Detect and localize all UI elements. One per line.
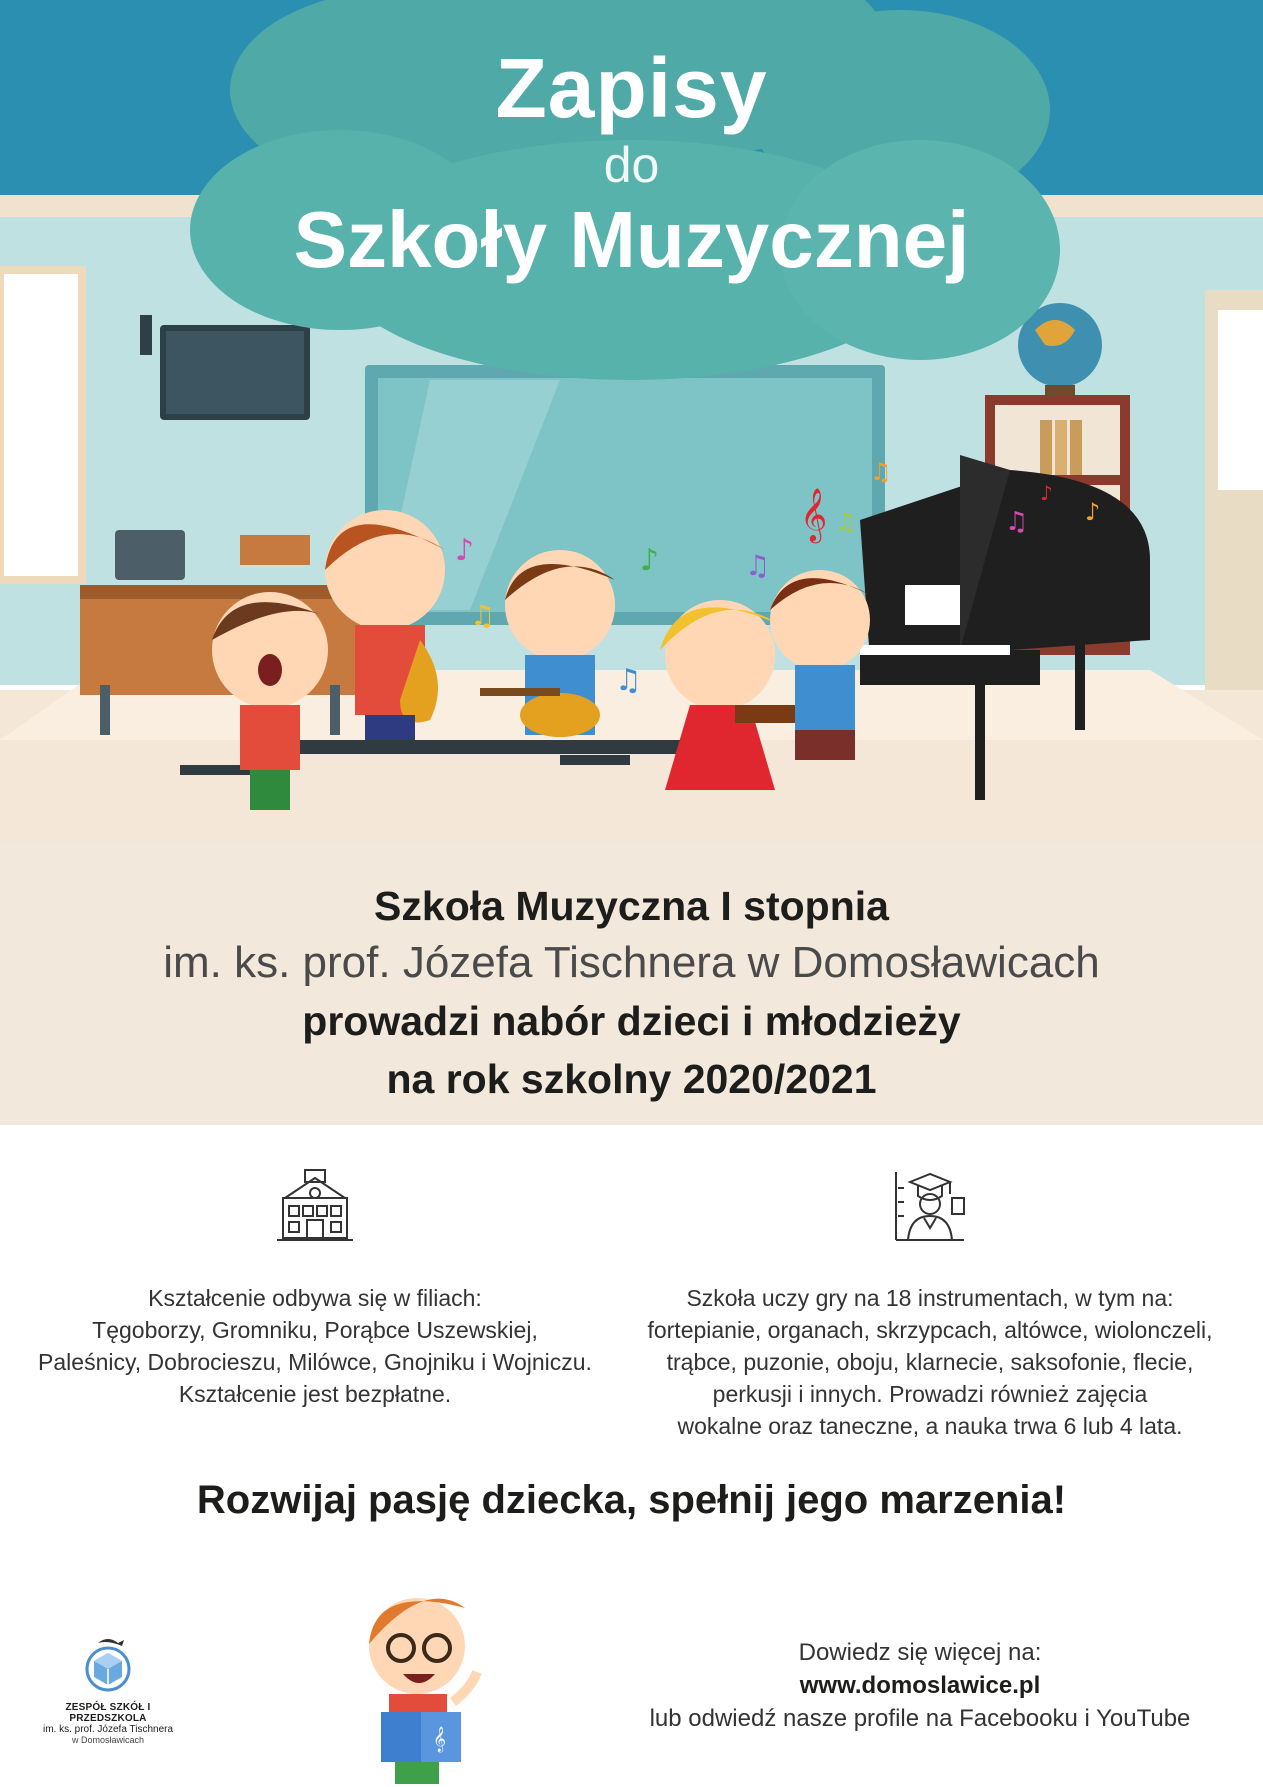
slogan: Rozwijaj pasję dziecka, spełnij jego marzenia! bbox=[196, 1478, 1067, 1522]
svg-text:♪: ♪ bbox=[455, 533, 475, 568]
school-name: Szkoła Muzyczna I stopnia bbox=[374, 883, 889, 929]
instruments-line-2: fortepianie, organach, skrzypcach, altówce, wiolonczeli, bbox=[647, 1317, 1213, 1343]
branches-column bbox=[20, 1168, 610, 1410]
website-link[interactable]: www.domoslawice.pl bbox=[799, 1672, 1041, 1699]
logo-line-1: ZESPÓŁ SZKÓŁ I PRZEDSZKOLA bbox=[65, 1702, 151, 1724]
svg-text:♫: ♫ bbox=[615, 663, 642, 698]
title-line-school: Szkoły Muzycznej bbox=[293, 195, 970, 284]
svg-text:𝄞: 𝄞 bbox=[433, 1727, 447, 1752]
svg-text:♪: ♪ bbox=[1085, 498, 1101, 526]
title-line-enrollment: Zapisy bbox=[495, 41, 768, 135]
hero-illustration bbox=[0, 0, 1263, 842]
title-line-to: do bbox=[603, 137, 660, 193]
branches-line-2: Tęgoborzy, Gromniku, Porąbce Uszewskiej, bbox=[92, 1317, 538, 1343]
logo-line-3: w Domosławicach bbox=[71, 1735, 145, 1745]
school-crest-icon bbox=[76, 1635, 140, 1693]
instruments-line-5: wokalne oraz taneczne, a nauka trwa 6 lub 4 lata. bbox=[677, 1413, 1183, 1439]
branches-line-4: Kształcenie jest bezpłatne. bbox=[178, 1381, 452, 1407]
school-patron: im. ks. prof. Józefa Tischnera w Domosławicach bbox=[163, 938, 1100, 987]
hero-title bbox=[0, 40, 1263, 286]
instruments-line-1: Szkoła uczy gry na 18 instrumentach, w tym na: bbox=[686, 1285, 1174, 1311]
treble-clef-icon: 𝄞 bbox=[800, 487, 828, 541]
branches-line-3: Paleśnicy, Dobrocieszu, Milówce, Gnojniku i Wojniczu. bbox=[38, 1349, 592, 1375]
instruments-line-4: perkusji i innych. Prowadzi również zajęcia bbox=[712, 1381, 1148, 1407]
info-band bbox=[0, 842, 1263, 1125]
contact-info bbox=[600, 1636, 1240, 1735]
social-profiles-text: lub odwiedź nasze profile na Facebooku i YouTube bbox=[649, 1705, 1191, 1732]
svg-text:♫: ♫ bbox=[835, 508, 857, 536]
school-logo bbox=[28, 1635, 188, 1745]
reading-kid-illustration bbox=[355, 1586, 495, 1786]
instruments-line-3: trąbce, puzonie, oboju, klarnecie, saksofonie, flecie, bbox=[666, 1349, 1194, 1375]
svg-text:♫: ♫ bbox=[870, 458, 892, 486]
school-year-line: na rok szkolny 2020/2021 bbox=[386, 1056, 877, 1102]
graduate-teacher-icon bbox=[892, 1168, 968, 1244]
svg-text:♫: ♫ bbox=[470, 599, 496, 632]
svg-text:♫: ♫ bbox=[1005, 507, 1029, 537]
logo-line-2: im. ks. prof. Józefa Tischnera bbox=[42, 1724, 174, 1735]
svg-text:♪: ♪ bbox=[1040, 481, 1053, 505]
contact-intro: Dowiedz się więcej na: bbox=[798, 1639, 1042, 1666]
instruments-column bbox=[615, 1168, 1245, 1442]
svg-text:♪: ♪ bbox=[640, 543, 660, 578]
svg-text:♫: ♫ bbox=[745, 549, 771, 582]
branches-line-1: Kształcenie odbywa się w filiach: bbox=[148, 1285, 482, 1311]
window bbox=[0, 270, 82, 580]
enrollment-line: prowadzi nabór dzieci i młodzieży bbox=[302, 998, 961, 1044]
school-building-icon bbox=[277, 1168, 353, 1244]
